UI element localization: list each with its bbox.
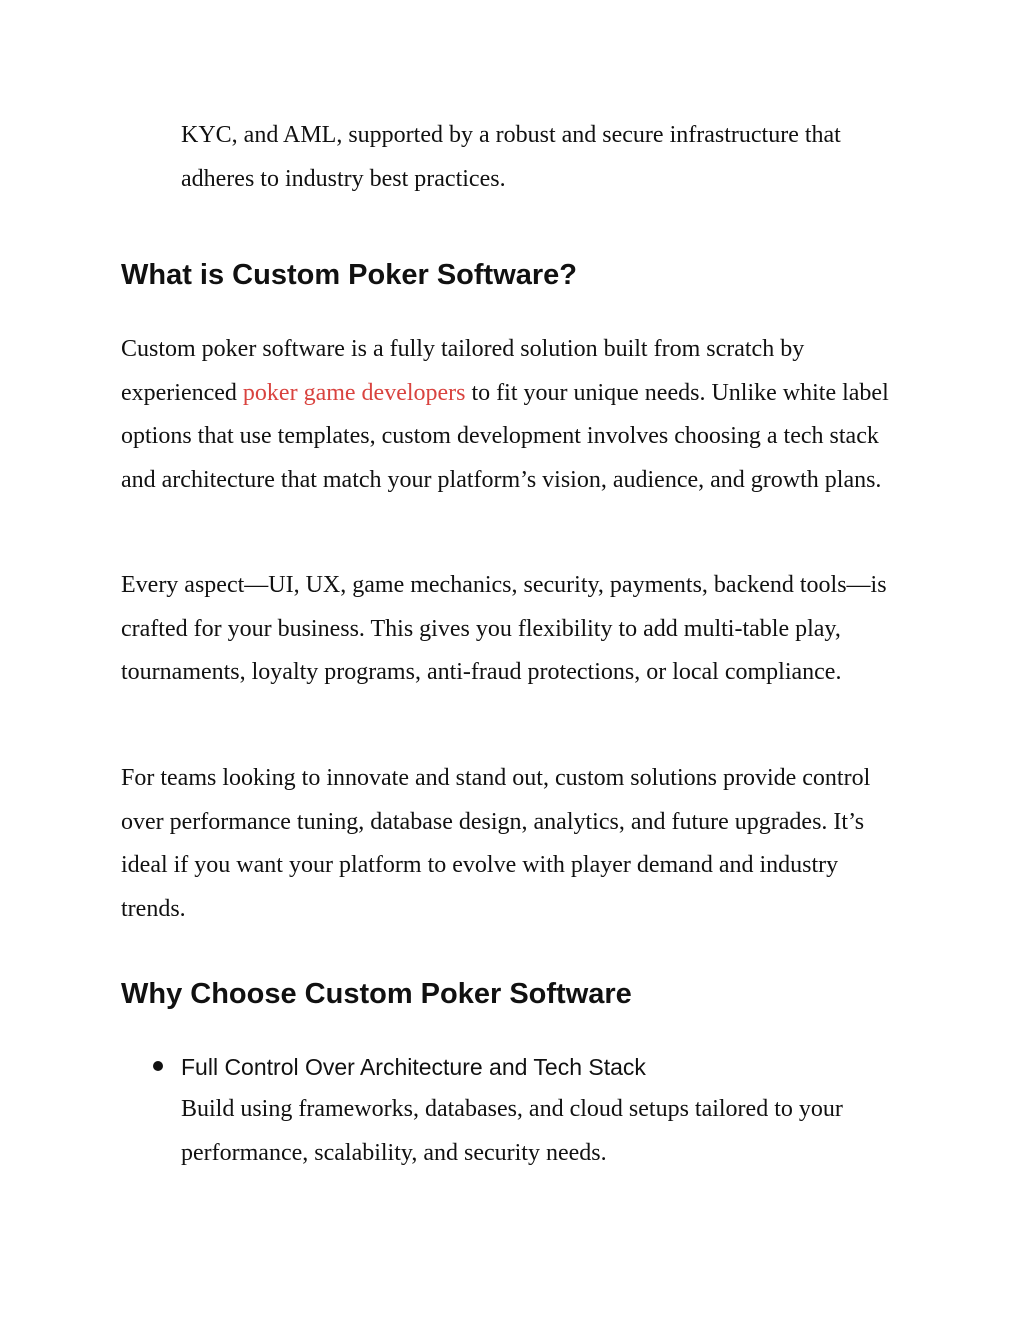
every-aspect-paragraph: Every aspect—UI, UX, game mechanics, security, payments, backend tools—is crafted for your business. This gives you flexibility to add multi-table play, tournaments, loyalty programs, anti-fraud protections, or local compliance. (121, 572, 887, 685)
list-item (121, 1050, 921, 1175)
definition-text-after-link: to fit your unique needs. Unlike white label options that use templates, custom development involves choosing a tech stack and architecture that match your platform’s vision, audience, and growth plans. (121, 379, 889, 493)
section-heading-what-is: What is Custom Poker Software? (121, 259, 578, 291)
intro-continuation-paragraph: KYC, and AML, supported by a robust and secure infrastructure that adheres to industry best practices. (181, 122, 841, 192)
bullet-dot-icon (153, 1061, 163, 1071)
definition-text-before-link: Custom poker software is a fully tailored solution built from scratch by experienced (121, 336, 805, 406)
section-heading-why-choose: Why Choose Custom Poker Software (121, 978, 632, 1010)
bullet-description: Build using frameworks, databases, and cloud setups tailored to your performance, scalability, and security needs. (181, 1096, 843, 1166)
innovation-paragraph: For teams looking to innovate and stand out, custom solutions provide control over performance tuning, database design, analytics, and future upgrades. It’s ideal if you want your platform to evolve with player demand and industry trends. (121, 765, 871, 922)
benefits-list (121, 1050, 921, 1175)
poker-game-developers-link[interactable]: poker game developers (242, 379, 466, 406)
bullet-title: Full Control Over Architecture and Tech Stack (181, 1054, 646, 1080)
definition-paragraph (121, 328, 901, 502)
